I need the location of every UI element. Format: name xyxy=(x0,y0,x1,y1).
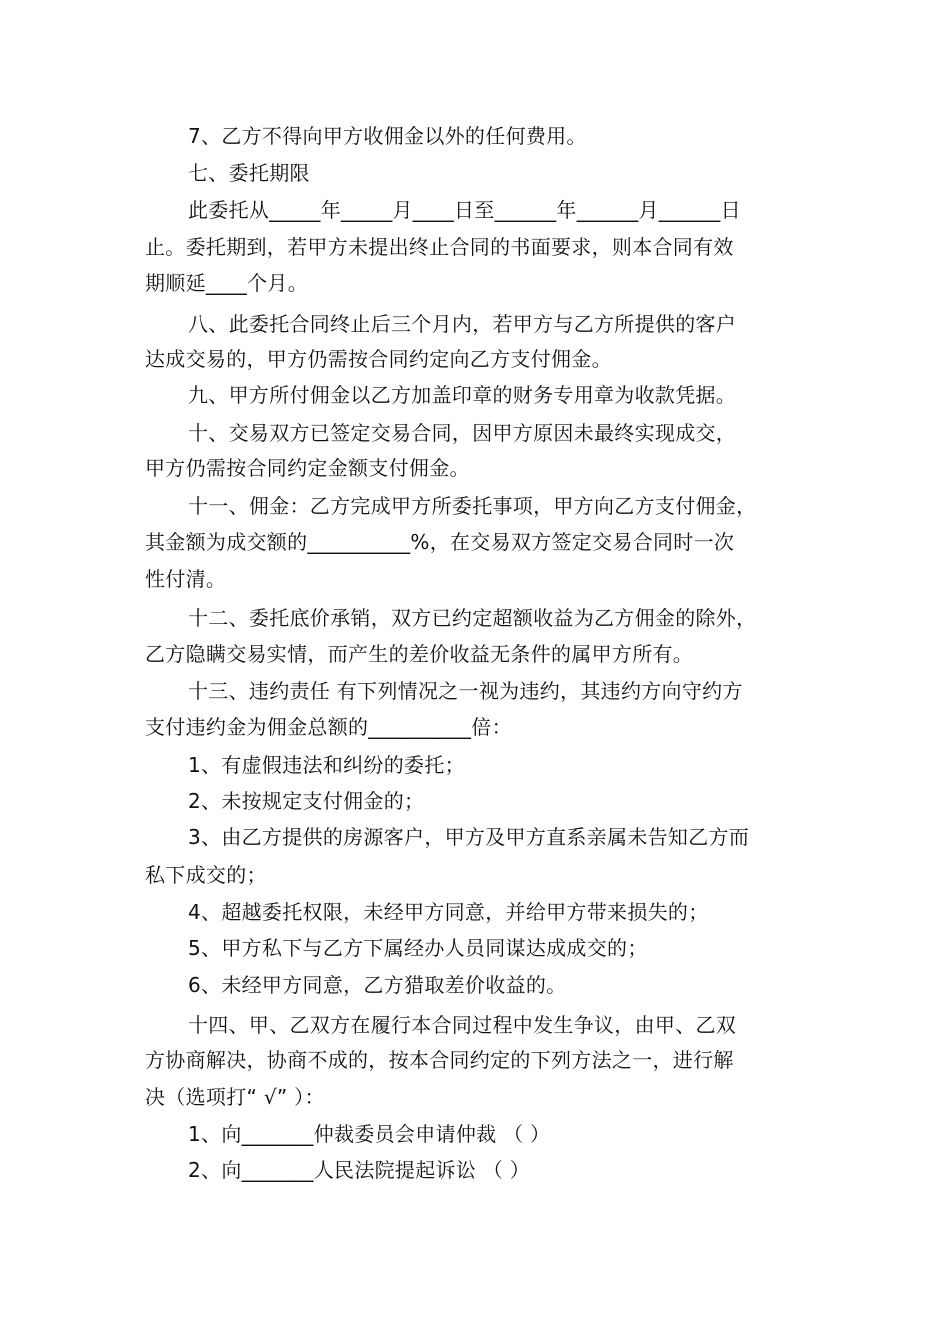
text-line: 甲方仍需按合同约定金额支付佣金。 xyxy=(145,456,470,480)
text-line: 其金额为成交额的__________%，在交易双方签定交易合同时一次 xyxy=(145,530,735,554)
text-line: 十二、委托底价承销，双方已约定超额收益为乙方佣金的除外， xyxy=(188,606,757,630)
text-line: 乙方隐瞒交易实情，而产生的差价收益无条件的属甲方所有。 xyxy=(145,642,694,666)
text-line: 止。委托期到，若甲方未提出终止合同的书面要求，则本合同有效 xyxy=(145,235,734,259)
list-item: 2、向_______人民法院提起诉讼 （ ） xyxy=(188,1158,531,1182)
text-line: 八、此委托合同终止后三个月内，若甲方与乙方所提供的客户 xyxy=(188,312,737,336)
list-item: 1、有虚假违法和纠纷的委托； xyxy=(188,753,465,777)
text-line: 十、交易双方已签定交易合同，因甲方原因未最终实现成交， xyxy=(188,421,737,445)
text-line: 十四、甲、乙双方在履行本合同过程中发生争议，由甲、乙双 xyxy=(188,1013,737,1037)
text-line: 7、乙方不得向甲方收佣金以外的任何费用。 xyxy=(188,124,587,148)
list-item: 4、超越委托权限，未经甲方同意，并给甲方带来损失的； xyxy=(188,900,709,924)
section-heading: 七、委托期限 xyxy=(188,161,310,185)
list-item: 私下成交的； xyxy=(145,863,267,887)
text-line: 十一、佣金：乙方完成甲方所委托事项，甲方向乙方支付佣金， xyxy=(188,494,757,518)
list-item: 1、向_______仲裁委员会申请仲裁 （ ） xyxy=(188,1122,551,1146)
list-item: 6、未经甲方同意，乙方猎取差价收益的。 xyxy=(188,973,567,997)
text-line: 支付违约金为佣金总额的__________倍： xyxy=(145,715,512,739)
text-line: 方协商解决，协商不成的，按本合同约定的下列方法之一，进行解 xyxy=(145,1048,734,1072)
text-line: 十三、违约责任 有下列情况之一视为违约，其违约方向守约方 xyxy=(188,679,743,703)
text-line: 期顺延____个月。 xyxy=(145,271,308,295)
list-item: 5、甲方私下与乙方下属经办人员同谋达成成交的； xyxy=(188,936,648,960)
list-item: 3、由乙方提供的房源客户，甲方及甲方直系亲属未告知乙方而 xyxy=(188,825,750,849)
text-line: 性付清。 xyxy=(145,567,227,591)
text-line: 此委托从_____年_____月____日至______年______月______日 xyxy=(188,198,741,222)
text-line: 达成交易的，甲方仍需按合同约定向乙方支付佣金。 xyxy=(145,347,612,371)
text-line: 九、甲方所付佣金以乙方加盖印章的财务专用章为收款凭据。 xyxy=(188,383,737,407)
list-item: 2、未按规定支付佣金的； xyxy=(188,789,425,813)
text-line: 决（选项打“ √” ）： xyxy=(145,1085,325,1109)
